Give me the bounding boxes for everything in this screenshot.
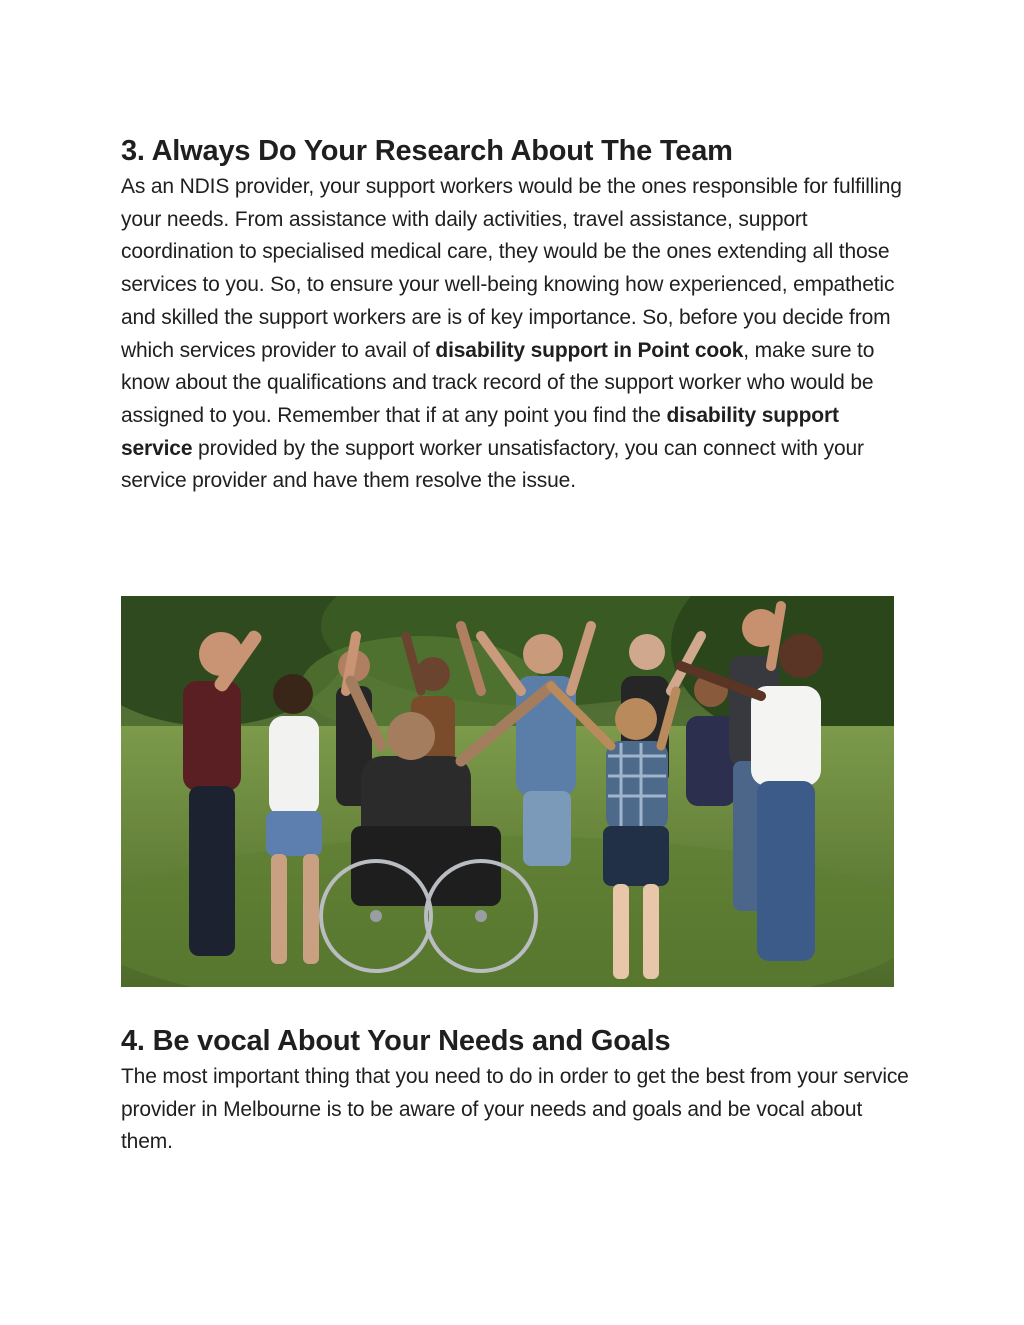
group-circle-photo	[121, 596, 894, 987]
section-3	[121, 131, 911, 498]
group-circle-illustration	[121, 596, 894, 987]
section-3-text-part-3: provided by the support worker unsatisfactory, you can connect with your service provider and have them resolve the issue.	[121, 436, 864, 493]
disability-support-point-cook-keyword: disability support in Point cook	[435, 338, 744, 362]
section-3-text-part-2: , make sure to know about the qualifications and track record of the support worker who would be assigned to you. Remember that if at any point you find the	[121, 338, 875, 427]
disability-support-service-keyword: disability support service	[121, 403, 839, 460]
section-3-paragraph	[121, 171, 911, 498]
section-4-heading: 4. Be vocal About Your Needs and Goals	[121, 1025, 671, 1057]
section-4-paragraph: The most important thing that you need to do in order to get the best from your service provider in Melbourne is to be aware of your needs and goals and be vocal about them.	[121, 1065, 909, 1154]
section-3-heading: 3. Always Do Your Research About The Team	[121, 135, 733, 167]
section-4	[121, 1021, 911, 1159]
section-3-text-part-1: As an NDIS provider, your support workers would be the ones responsible for fulfilling your needs. From assistance with daily activities, travel assistance, support coordination to specialised medical care, they would be the ones extending all those services to you. So, to ensure your well-being knowing how experienced, empathetic and skilled the support workers are is of key importance. So, before you decide from which services provider to avail of	[121, 175, 902, 362]
